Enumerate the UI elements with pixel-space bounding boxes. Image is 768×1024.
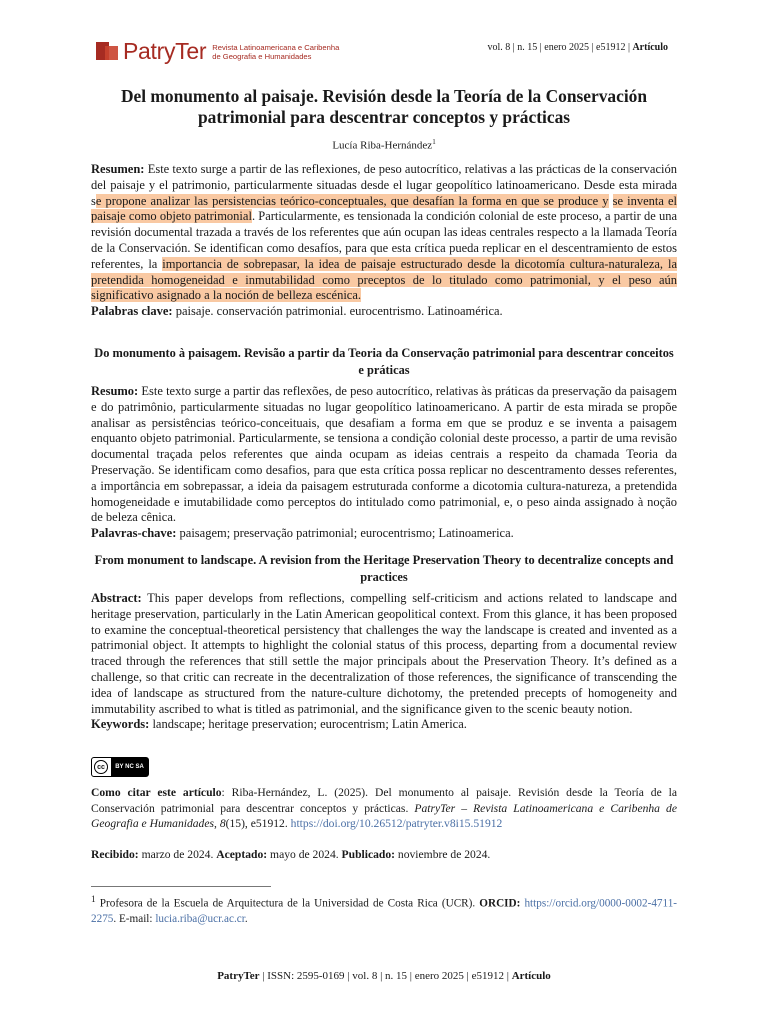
citation-label: Como citar este artículo <box>91 786 222 799</box>
accepted-label: Aceptado: <box>216 848 268 861</box>
footnote-text-3: . <box>244 912 248 925</box>
keywords-es: paisaje. conservación patrimonial. eurocentrismo. Latinoamérica. <box>172 304 503 319</box>
page-header <box>96 38 668 68</box>
abstract-es-highlight-3: importancia de sobrepasar, la idea de paisaje estructurado desde la dicotomía cultura-naturaleza, la pretendida homogeneidad e inmutabilidad como preceptos de lo titulado como patrimonial, y el peso aún significativo asignado a la noción de belleza escénica. <box>91 256 677 303</box>
cc-logo-icon: cc <box>94 760 108 774</box>
keywords-en-label: Keywords: <box>91 717 150 732</box>
doi-link[interactable]: https://doi.org/10.26512/patryter.v8i15.51912 <box>290 817 503 830</box>
cc-license-badges: BY NC SA <box>111 758 148 776</box>
author-name: Lucía Riba-Hernández <box>332 139 433 152</box>
orcid-link[interactable]: https://orcid.org/0000-0002-4711-2275 <box>91 897 678 925</box>
citation-text-3: (15), e51912. <box>225 817 291 830</box>
footer-article-type: Artículo <box>511 970 551 982</box>
keywords-es-label: Palabras clave: <box>91 304 173 319</box>
footnote-text-1: Profesora de la Escuela de Arquitectura de la Universidad de Costa Rica (UCR). <box>95 897 480 910</box>
footer-info: | ISSN: 2595-0169 | vol. 8 | n. 15 | enero 2025 | e51912 | <box>259 970 512 982</box>
citation-journal: PatryTer – Revista Latinoamericana e Caribenha de Geografia e Humanidades <box>91 801 677 830</box>
abstract-en <box>91 591 677 733</box>
journal-logo[interactable] <box>96 38 339 65</box>
title-en: From monument to landscape. A revision from the Heritage Preservation Theory to decentralize concepts and practices <box>94 553 674 584</box>
footer-journal: PatryTer <box>217 970 260 982</box>
logo-name: PatryTer <box>123 38 207 64</box>
author-footnote-ref[interactable]: 1 <box>432 138 436 146</box>
title-pt: Do monumento à paisagem. Revisão a partir da Teoria da Conservação patrimonial para descentrar conceitos e práticas <box>94 346 674 377</box>
orcid-label: ORCID: <box>479 897 521 910</box>
issue-info <box>488 42 668 53</box>
email-link[interactable]: lucia.riba@ucr.ac.cr <box>155 912 245 925</box>
article-title: Del monumento al paisaje. Revisión desde la Teoría de la Conservación patrimonial para descentrar conceptos y prácticas <box>120 86 648 127</box>
logo-subtitle-line2: de Geografia e Humanidades <box>212 51 312 61</box>
abstract-pt <box>91 384 677 542</box>
keywords-pt-label: Palavras-chave: <box>91 526 177 541</box>
published-date: noviembre de 2024. <box>395 848 491 861</box>
abstract-es-highlight-2: se inventa el paisaje como objeto patrimonial <box>91 193 678 224</box>
received-label: Recibido: <box>91 848 139 861</box>
publication-dates <box>91 848 677 861</box>
author-line <box>91 138 677 152</box>
footnote-text-2: . <box>113 912 119 925</box>
footnote-mark: 1 <box>91 895 96 905</box>
patryter-logo-icon <box>96 40 120 64</box>
citation-text-1: : Riba-Hernández, L. (2025). Del monumento al paisaje. Revisión desde la Teoría de la Conservación patrimonial para descentrar conceptos y prácticas. <box>91 786 677 815</box>
page-footer <box>0 970 768 982</box>
abstract-es-text-3: . Particularmente, es tensionada la condición colonial de este proceso, a partir de una revisión documental trazada a través de los referentes que aún ocupan las ideas centrales respecto a la llamada Teoría de la Conservación. Se identifican como desafíos, para que esta crítica pueda replicar en el descentramiento de estos referentes, la <box>91 209 677 271</box>
citation-text-2: , <box>214 817 220 830</box>
footnote-divider <box>91 886 271 887</box>
article-type: Artículo <box>632 42 668 53</box>
author-footnote <box>91 893 677 927</box>
logo-subtitle <box>212 43 339 61</box>
abstract-pt-text: Este texto surge a partir das reflexões, de peso autocrítico, relativas às práticas da preservação da paisagem e do patrimônio, particularmente situadas no lugar geopolítico latinoamericano. A partir de esta mirada se propõe analisar as persistências teórico-conceituais, que desafiam a forma em que se produz e se inventa a paisagem enquanto objeto patrimonial. Particularmente, se tensiona a condição colonial deste processo, a partir de uma revisão documental traçada pelos referentes que ainda ocupam as ideias centrais a respeito da chamada Teoria da Preservação. Se identificam como desafios, para que esta crítica possa replicar no descentramento desses referentes, a importância em sobrepassar, a ideia da paisagem estruturada conforme a dicotomia cultura-natureza, a pretendida homogeneidade e imutabilidade como perceptos do intitulado como patrimonial, e, o peso ainda assignado à noção de beleza cênica. <box>91 384 677 525</box>
citation-block <box>91 785 677 832</box>
abstract-es-highlight-1: e propone analizar las persistencias teórico-conceptuales, que desafían la forma en que se produce y <box>95 193 609 208</box>
received-date: marzo de 2024. <box>138 848 217 861</box>
abstract-es-label: Resumen: <box>91 162 145 176</box>
creative-commons-by-nc-sa-icon[interactable] <box>91 757 149 777</box>
logo-subtitle-line1: Revista Latinoamericana e Caribenha <box>212 42 340 52</box>
citation-volume: 8 <box>219 817 226 830</box>
keywords-en: landscape; heritage preservation; eurocentrism; Latin America. <box>149 717 467 732</box>
abstract-es-text-1: Este texto surge a partir de las reflexiones, de peso autocrítico, relativas a las prácticas de la conservación del paisaje y el patrimonio, particularmente situadas desde el lugar geopolítico latinoamericano. Desde esta mirada s <box>91 162 677 208</box>
keywords-pt: paisagem; preservação patrimonial; eurocentrismo; Latinoamerica. <box>176 526 514 541</box>
accepted-date: mayo de 2024. <box>267 848 342 861</box>
abstract-en-label: Abstract: <box>91 591 142 605</box>
abstract-en-text: This paper develops from reflections, compelling self-criticism and actions related to landscape and heritage preservation, particularly in the Latin American geopolitical context. From this glance, it has been proposed to examine the conceptual-theoretical persistency that challenges the way the landscape is created and invented as a patrimonial object. It attempts to highlight the colonial status of this process, departing from a documental review traced through the references that still settle the major principals about the Preservation Theory. It’s defined as a challenge, so that critic can recreate in the decentralization of those references, the significance of transcending the idea of landscape as structured from the nature-culture dichotomy, the pretended precepts of homogeneity and immutability ascribed to what is titled as patrimonial, and the significance given to the scenic beauty notion. <box>91 591 677 716</box>
abstract-pt-label: Resumo: <box>91 384 139 398</box>
abstract-es <box>91 162 677 320</box>
issue-details: vol. 8 | n. 15 | enero 2025 | e51912 | <box>487 42 633 53</box>
email-label: E-mail: <box>118 912 156 925</box>
published-label: Publicado: <box>341 848 396 861</box>
